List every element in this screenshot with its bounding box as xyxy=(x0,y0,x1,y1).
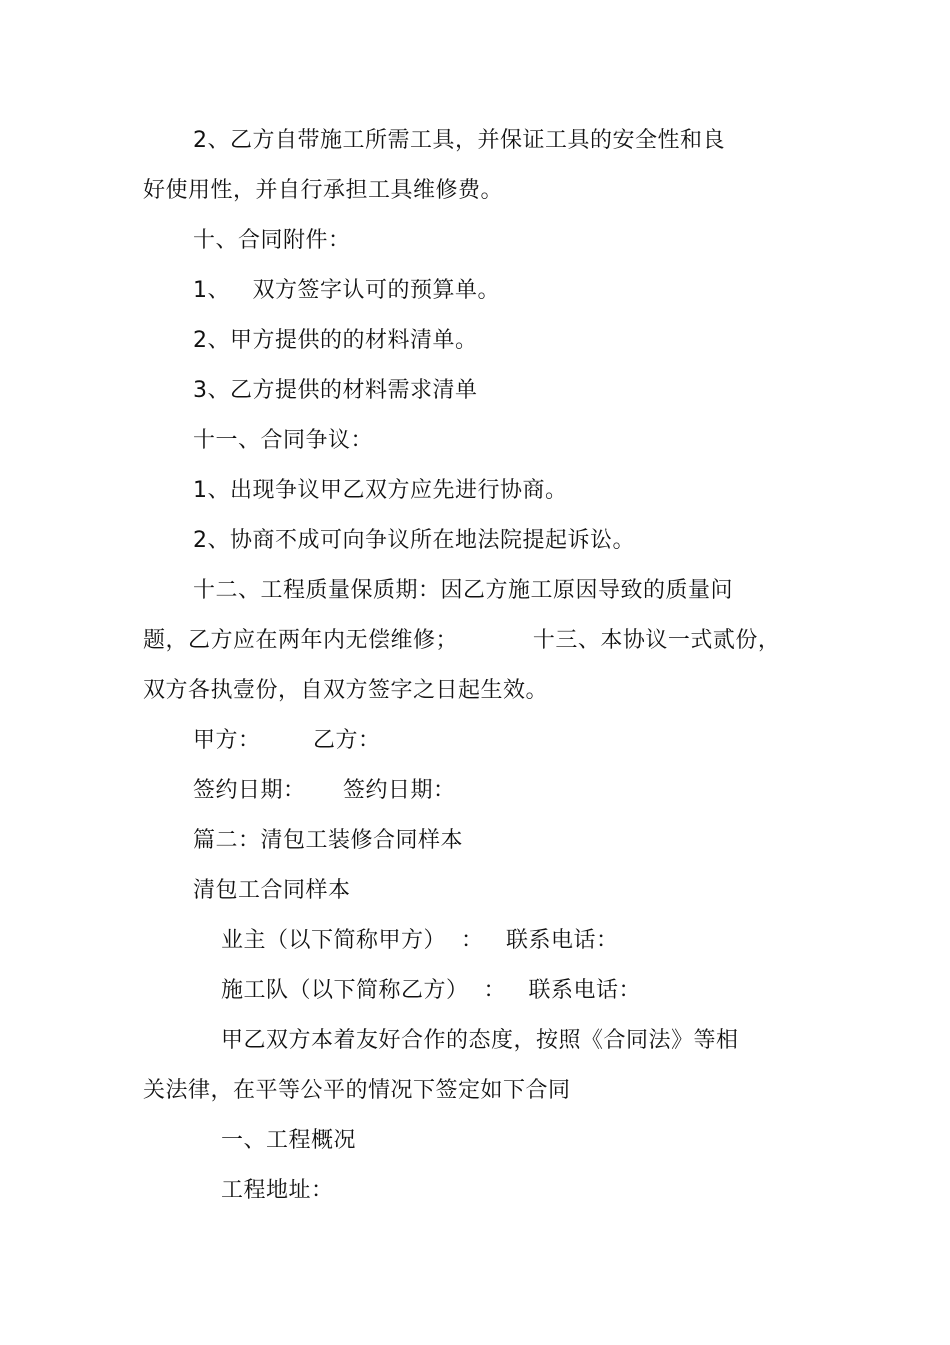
text-line: 甲乙双方本着友好合作的态度，按照《合同法》等相 xyxy=(221,1028,739,1053)
text-line: 关法律，在平等公平的情况下签定如下合同 xyxy=(143,1078,571,1103)
chapter-heading: 篇二：清包工装修合同样本 xyxy=(193,828,464,853)
party-owner-line: 业主（以下简称甲方） ： 联系电话： xyxy=(221,928,619,953)
text-line: 1、出现争议甲乙双方应先进行协商。 xyxy=(193,478,568,503)
project-address-label: 工程地址： xyxy=(221,1178,334,1203)
text-line: 2、乙方自带施工所需工具，并保证工具的安全性和良 xyxy=(193,128,725,153)
text-line: 好使用性，并自行承担工具维修费。 xyxy=(143,178,504,203)
section-heading-disputes: 十一、合同争议： xyxy=(193,428,374,453)
text-line: 双方各执壹份，自双方签字之日起生效。 xyxy=(143,678,549,703)
section-heading-warranty: 十二、工程质量保质期：因乙方施工原因导致的质量问 xyxy=(193,578,734,603)
section-heading-overview: 一、工程概况 xyxy=(221,1128,357,1153)
text-line: 3、乙方提供的材料需求清单 xyxy=(193,378,478,403)
signature-parties: 甲方： 乙方： xyxy=(193,728,381,753)
text-line: 2、协商不成可向争议所在地法院提起诉讼。 xyxy=(193,528,635,553)
section-heading-attachments: 十、合同附件： xyxy=(193,228,351,253)
party-contractor-line: 施工队（以下简称乙方） ： 联系电话： xyxy=(221,978,641,1003)
text-line: 1、 双方签字认可的预算单。 xyxy=(193,278,500,303)
text-line: 题，乙方应在两年内无偿维修； 十三、本协议一式贰份， xyxy=(143,628,781,653)
contract-title: 清包工合同样本 xyxy=(193,878,351,903)
signature-dates: 签约日期： 签约日期： xyxy=(193,778,456,803)
text-line: 2、甲方提供的的材料清单。 xyxy=(193,328,478,353)
